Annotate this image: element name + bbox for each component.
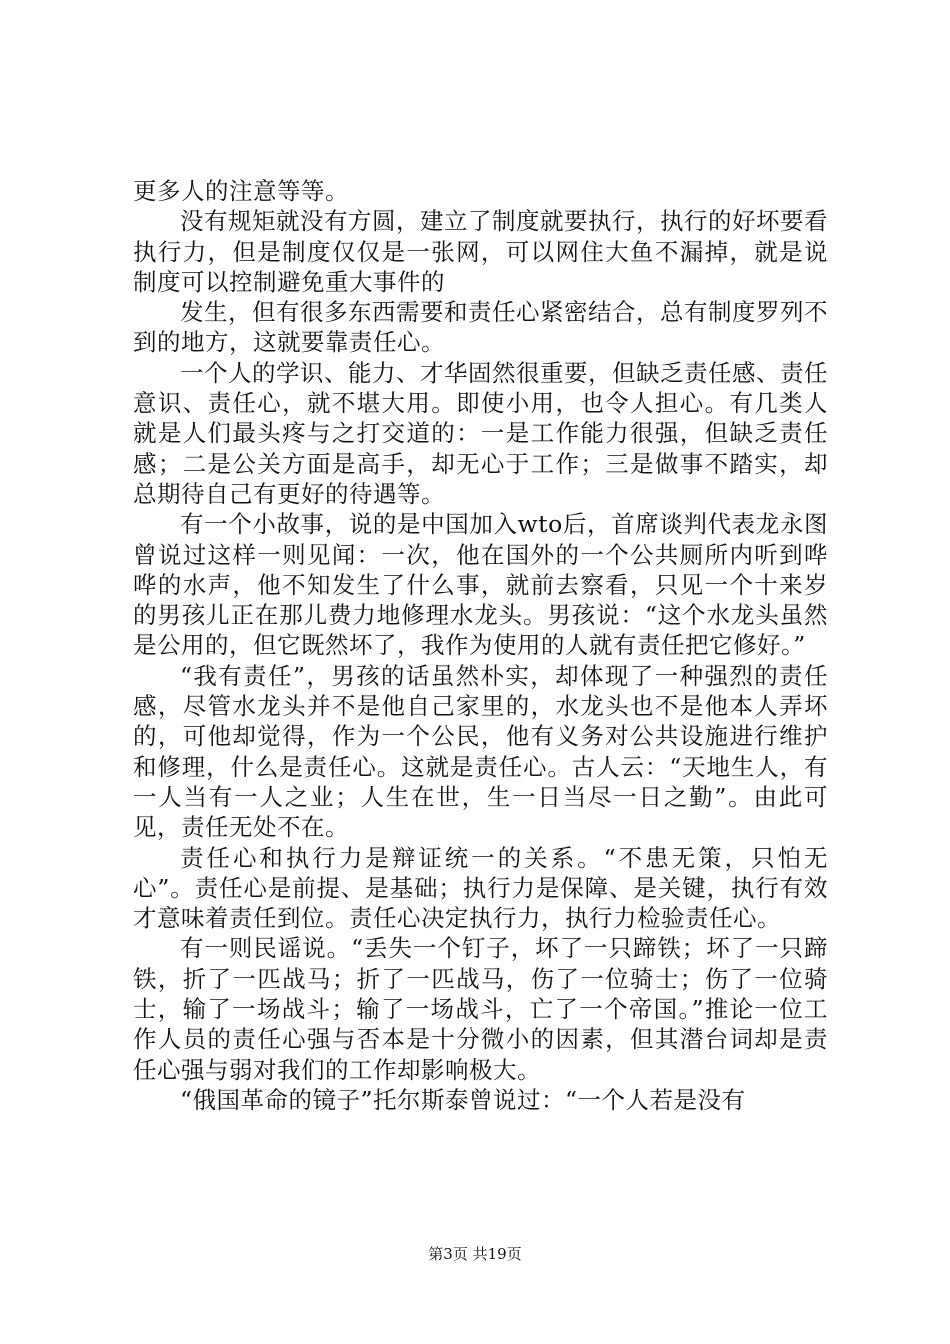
paragraph-6: “我有责任”，男孩的话虽然朴实，却体现了一种强烈的责任感，尽管水龙头并不是他自己家里的，水龙头也不是他本人弄坏的，可他却觉得，作为一个公民，他有义务对公共设施进行维护和修理，什么是责任心。这就是责任心。古人云：“天地生人，有一人当有一人之业；人生在世，生一日当尽一日之勤”。由此可见，责任无处不在。 bbox=[133, 661, 828, 842]
paragraph-5: 有一个小故事，说的是中国加入wto后，首席谈判代表龙永图曾说过这样一则见闻：一次，他在国外的一个公共厕所内听到哗哗的水声，他不知发生了什么事，就前去察看，只见一个十来岁的男孩儿正在那儿费力地修理水龙头。男孩说：“这个水龙头虽然是公用的，但它既然坏了，我作为使用的人就有责任把它修好。” bbox=[133, 510, 828, 660]
page-number-label: 第3页 共19页 bbox=[428, 1245, 522, 1263]
paragraph-8: 有一则民谣说。“丢失一个钉子，坏了一只蹄铁；坏了一只蹄铁，折了一匹战马；折了一匹战马，伤了一位骑士；伤了一位骑士，输了一场战斗；输了一场战斗，亡了一个帝国。”推论一位工作人员的责任心强与否本是十分微小的因素，但其潜台词却是责任心强与弱对我们的工作却影响极大。 bbox=[133, 934, 828, 1084]
paragraph-2: 没有规矩就没有方圆，建立了制度就要执行，执行的好坏要看执行力，但是制度仅仅是一张网，可以网住大鱼不漏掉，就是说制度可以控制避免重大事件的 bbox=[133, 207, 828, 296]
document-body bbox=[133, 176, 828, 1115]
page-footer bbox=[0, 1244, 950, 1264]
paragraph-3: 发生，但有很多东西需要和责任心紧密结合，总有制度罗列不到的地方，这就要靠责任心。 bbox=[133, 298, 828, 357]
paragraph-4: 一个人的学识、能力、才华固然很重要，但缺乏责任感、责任意识、责任心，就不堪大用。即使小用，也令人担心。有几类人就是人们最头疼与之打交道的：一是工作能力很强，但缺乏责任感；二是公关方面是高手，却无心于工作；三是做事不踏实，却总期待自己有更好的待遇等。 bbox=[133, 358, 828, 508]
paragraph-9: “俄国革命的镜子”托尔斯泰曾说过：“一个人若是没有 bbox=[180, 1085, 746, 1114]
paragraph-7: 责任心和执行力是辩证统一的关系。“不患无策，只怕无心”。责任心是前提、是基础；执行力是保障、是关键，执行有效才意味着责任到位。责任心决定执行力，执行力检验责任心。 bbox=[133, 843, 828, 933]
paragraph-1: 更多人的注意等等。 bbox=[133, 177, 349, 205]
